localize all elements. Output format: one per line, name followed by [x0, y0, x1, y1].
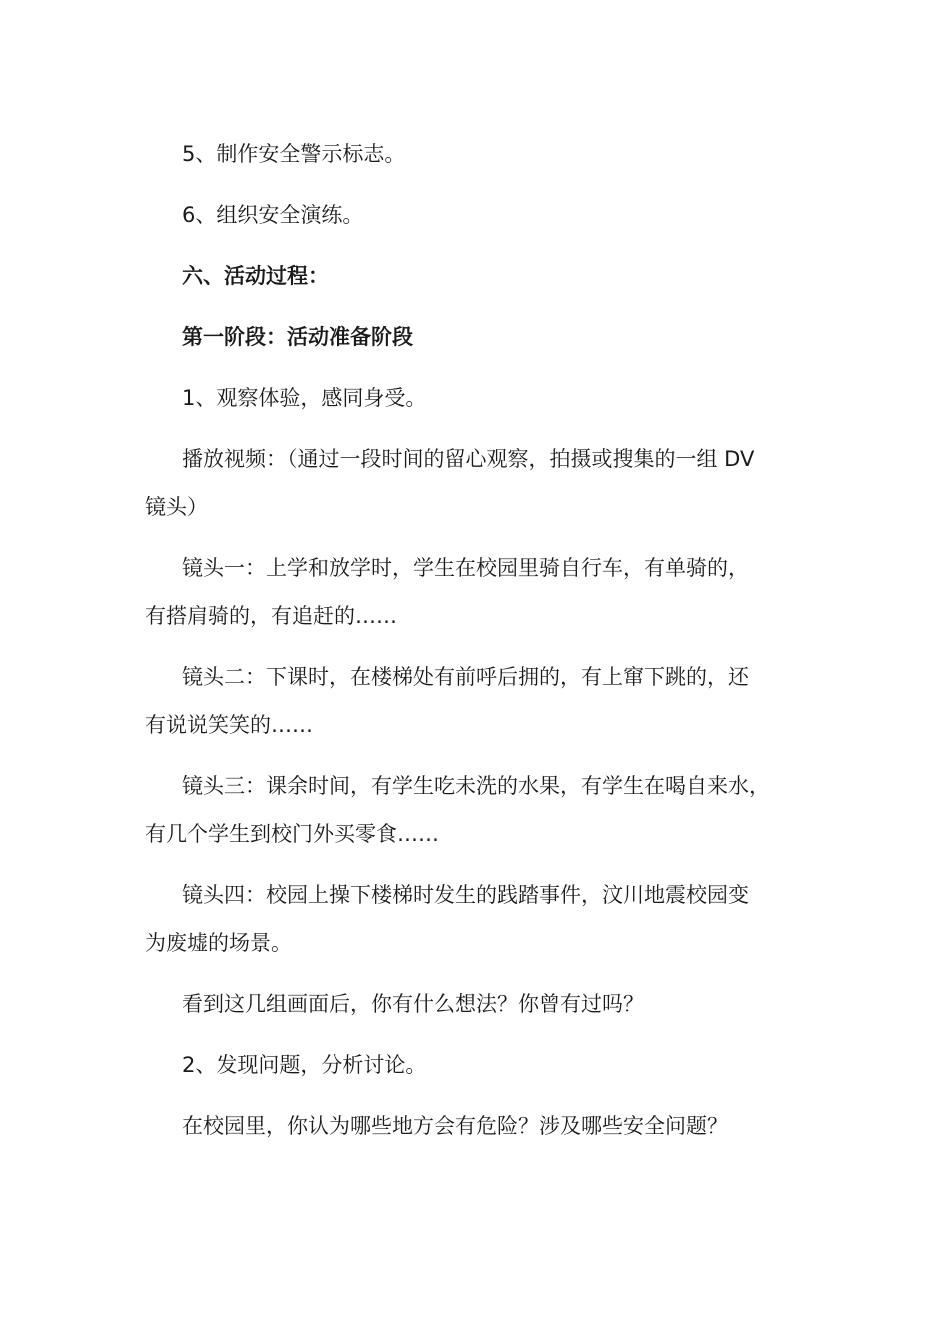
stage-heading: 第一阶段：活动准备阶段 [182, 325, 413, 349]
paragraph-shot-2-line-2: 有说说笑笑的…… [145, 713, 313, 737]
paragraph-shot-4-line-2: 为废墟的场景。 [145, 931, 292, 955]
paragraph-video [145, 435, 805, 531]
section-heading: 六、活动过程： [182, 264, 329, 288]
paragraph-shot-3 [145, 762, 805, 858]
paragraph-shot-3-line-1: 镜头三：课余时间，有学生吃未洗的水果，有学生在喝自来水， [182, 774, 770, 798]
paragraph-video-line-2: 镜头） [145, 495, 208, 519]
paragraph-question: 看到这几组画面后，你有什么想法？你曾有过吗？ [182, 992, 644, 1016]
paragraph-shot-1-line-2: 有搭肩骑的，有追赶的…… [145, 604, 397, 628]
paragraph-shot-4-line-1: 镜头四：校园上操下楼梯时发生的践踏事件，汶川地震校园变 [182, 883, 749, 907]
paragraph-shot-1 [145, 544, 805, 640]
paragraph-shot-1-line-1: 镜头一：上学和放学时，学生在校园里骑自行车，有单骑的， [182, 556, 749, 580]
list-item-6: 6、组织安全演练。 [182, 203, 364, 227]
list-item-5: 5、制作安全警示标志。 [182, 142, 406, 166]
paragraph-shot-2-line-1: 镜头二：下课时，在楼梯处有前呼后拥的，有上窜下跳的，还 [182, 665, 749, 689]
step-2: 2、发现问题，分析讨论。 [182, 1053, 427, 1077]
step-1: 1、观察体验，感同身受。 [182, 386, 427, 410]
paragraph-video-line-1: 播放视频：（通过一段时间的留心观察，拍摄或搜集的一组 DV [182, 447, 755, 471]
paragraph-shot-3-line-2: 有几个学生到校门外买零食…… [145, 822, 439, 846]
document-body [145, 130, 805, 1150]
paragraph-shot-2 [145, 653, 805, 749]
paragraph-shot-4 [145, 871, 805, 967]
paragraph-discussion: 在校园里，你认为哪些地方会有危险？涉及哪些安全问题？ [182, 1114, 728, 1138]
